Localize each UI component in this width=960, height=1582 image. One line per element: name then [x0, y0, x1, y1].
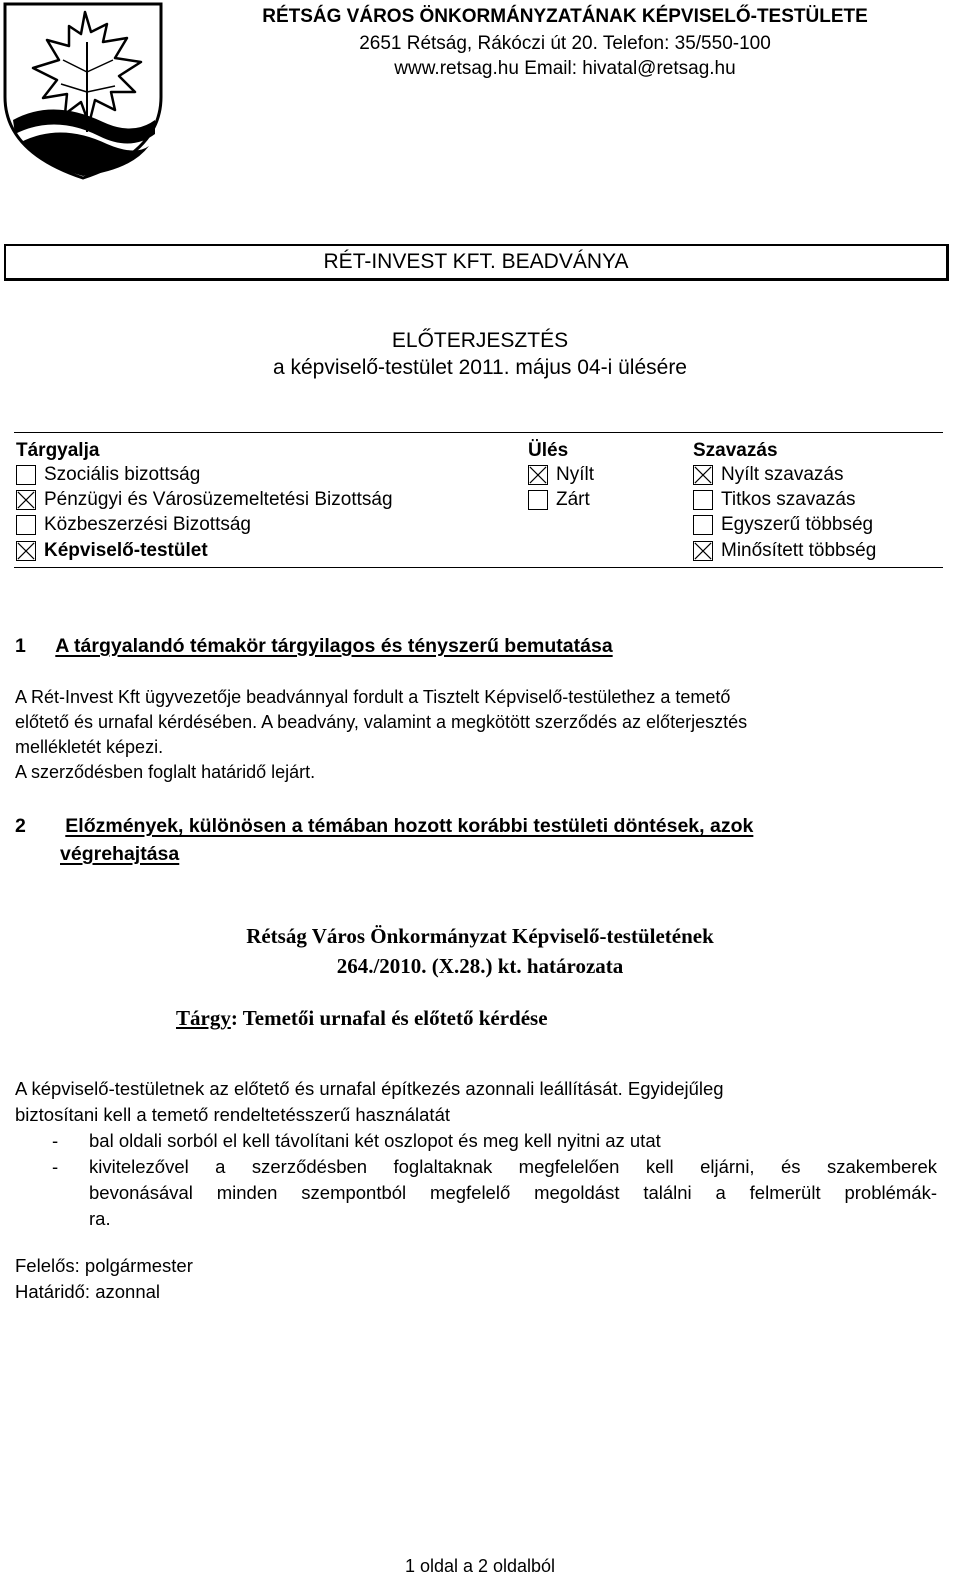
checkbox-checked[interactable]: [16, 541, 36, 561]
list-item-dash: -: [52, 1156, 59, 1177]
checkbox[interactable]: [16, 515, 36, 535]
checkbox-checked[interactable]: [528, 465, 548, 485]
list-item-cont: ra.: [89, 1208, 111, 1229]
section-title: A tárgyalandó témakör tárgyilagos és tényszerű bemutatása: [55, 635, 613, 657]
city-crest-leaf-icon: [3, 2, 163, 180]
subject-text: : Temetői urnafal és előtető kérdése: [230, 1006, 548, 1030]
section-2-heading: [15, 815, 945, 838]
section-title-line1: Előzmények, különösen a témában hozott korábbi testületi döntések, azok: [65, 815, 754, 837]
resolution-title-line2: 264./2010. (X.28.) kt. határozata: [336, 954, 624, 978]
submission-title-box: [4, 244, 949, 281]
option-label: Zárt: [556, 489, 590, 510]
deadline: Határidő: azonnal: [15, 1281, 161, 1302]
option-label: Képviselő-testület: [44, 540, 208, 561]
checkbox-checked[interactable]: [16, 490, 36, 510]
option-procurement-committee[interactable]: [16, 513, 251, 537]
list-item: bal oldali sorból el kell távolítani két oszlopot és meg kell nyitni az utat: [89, 1130, 661, 1151]
col-voting-header: Szavazás: [693, 440, 778, 461]
org-web-email: www.retsag.hu Email: hivatal@retsag.hu: [394, 58, 736, 79]
resolution-body-line: A képviselő-testületnek az előtető és urnafal építkezés azonnali leállítását. Egyidejűleg: [15, 1078, 724, 1099]
paragraph-line: mellékletét képezi.: [15, 737, 164, 757]
paragraph-line: A Rét-Invest Kft ügyvezetője beadvánnyal fordult a Tisztelt Képviselő-testülethez a temető: [15, 687, 731, 707]
option-label: Közbeszerzési Bizottság: [44, 514, 251, 535]
option-label: Pénzügyi és Városüzemeltetési Bizottság: [44, 489, 393, 510]
checkbox-checked[interactable]: [693, 465, 713, 485]
option-open-vote[interactable]: [693, 463, 843, 487]
checkbox[interactable]: [693, 490, 713, 510]
proposal-subheading: a képviselő-testület 2011. május 04-i ülésére: [272, 356, 687, 379]
option-label: Titkos szavazás: [721, 489, 856, 510]
table-top-rule: [14, 432, 943, 433]
responsible: Felelős: polgármester: [15, 1255, 193, 1276]
option-social-committee[interactable]: [16, 463, 200, 487]
subject-label: Tárgy: [176, 1006, 231, 1030]
page-footer: 1 oldal a 2 oldalból: [404, 1556, 556, 1576]
section-number: 1: [15, 635, 26, 657]
checkbox[interactable]: [693, 515, 713, 535]
option-qualified-majority[interactable]: [693, 539, 876, 563]
section-number: 2: [15, 815, 26, 837]
option-council[interactable]: [16, 539, 208, 563]
option-label: Minősített többség: [721, 540, 877, 561]
option-session-closed[interactable]: [528, 488, 590, 512]
col-session-header: Ülés: [528, 440, 569, 461]
col-discussed-by-header: Tárgyalja: [16, 440, 100, 461]
section-1-body: [15, 685, 943, 785]
paragraph-line: előtető és urnafal kérdésében. A beadvány, valamint a megkötött szerződés az előterjesztés: [15, 712, 748, 732]
paragraph-line: A szerződésben foglalt határidő lejárt.: [15, 762, 316, 782]
resolution-body: [15, 1076, 945, 1128]
section-1-heading: [15, 635, 613, 658]
section-2-heading-cont: [60, 843, 179, 866]
checkbox[interactable]: [528, 490, 548, 510]
table-bottom-rule: [14, 567, 943, 568]
option-label: Egyszerű többség: [721, 514, 874, 535]
option-label: Nyílt szavazás: [721, 464, 844, 485]
submission-title: RÉT-INVEST KFT. BEADVÁNYA: [323, 250, 629, 273]
checkbox[interactable]: [16, 465, 36, 485]
option-label: Szociális bizottság: [44, 464, 201, 485]
list-item: kivitelezővel a szerződésben foglaltaknak megfelelően kell eljárni, és szakemberek: [89, 1156, 937, 1177]
list-item-dash: -: [52, 1130, 59, 1151]
list-item-cont: bevonásával minden szempontból megfelelő megoldást találni a felmerült problémák-: [89, 1182, 937, 1203]
section-title-line2: végrehajtása: [60, 843, 180, 865]
org-address: 2651 Rétság, Rákóczi út 20. Telefon: 35/550-100: [359, 33, 771, 54]
option-label: Nyílt: [556, 464, 594, 485]
option-finance-committee[interactable]: [16, 488, 393, 512]
resolution-title-line1: Rétság Város Önkormányzat Képviselő-testületének: [246, 924, 714, 948]
resolution-subject: [176, 1006, 548, 1031]
org-name: RÉTSÁG VÁROS ÖNKORMÁNYZATÁNAK KÉPVISELŐ-TESTÜLETE: [262, 6, 868, 27]
option-simple-majority[interactable]: [693, 513, 873, 537]
checkbox-checked[interactable]: [693, 541, 713, 561]
resolution-body-line: biztosítani kell a temető rendeltetésszerű használatát: [15, 1104, 450, 1125]
proposal-heading: ELŐTERJESZTÉS: [391, 329, 569, 352]
option-secret-vote[interactable]: [693, 488, 855, 512]
city-crest: [3, 2, 163, 180]
option-session-open[interactable]: [528, 463, 594, 487]
